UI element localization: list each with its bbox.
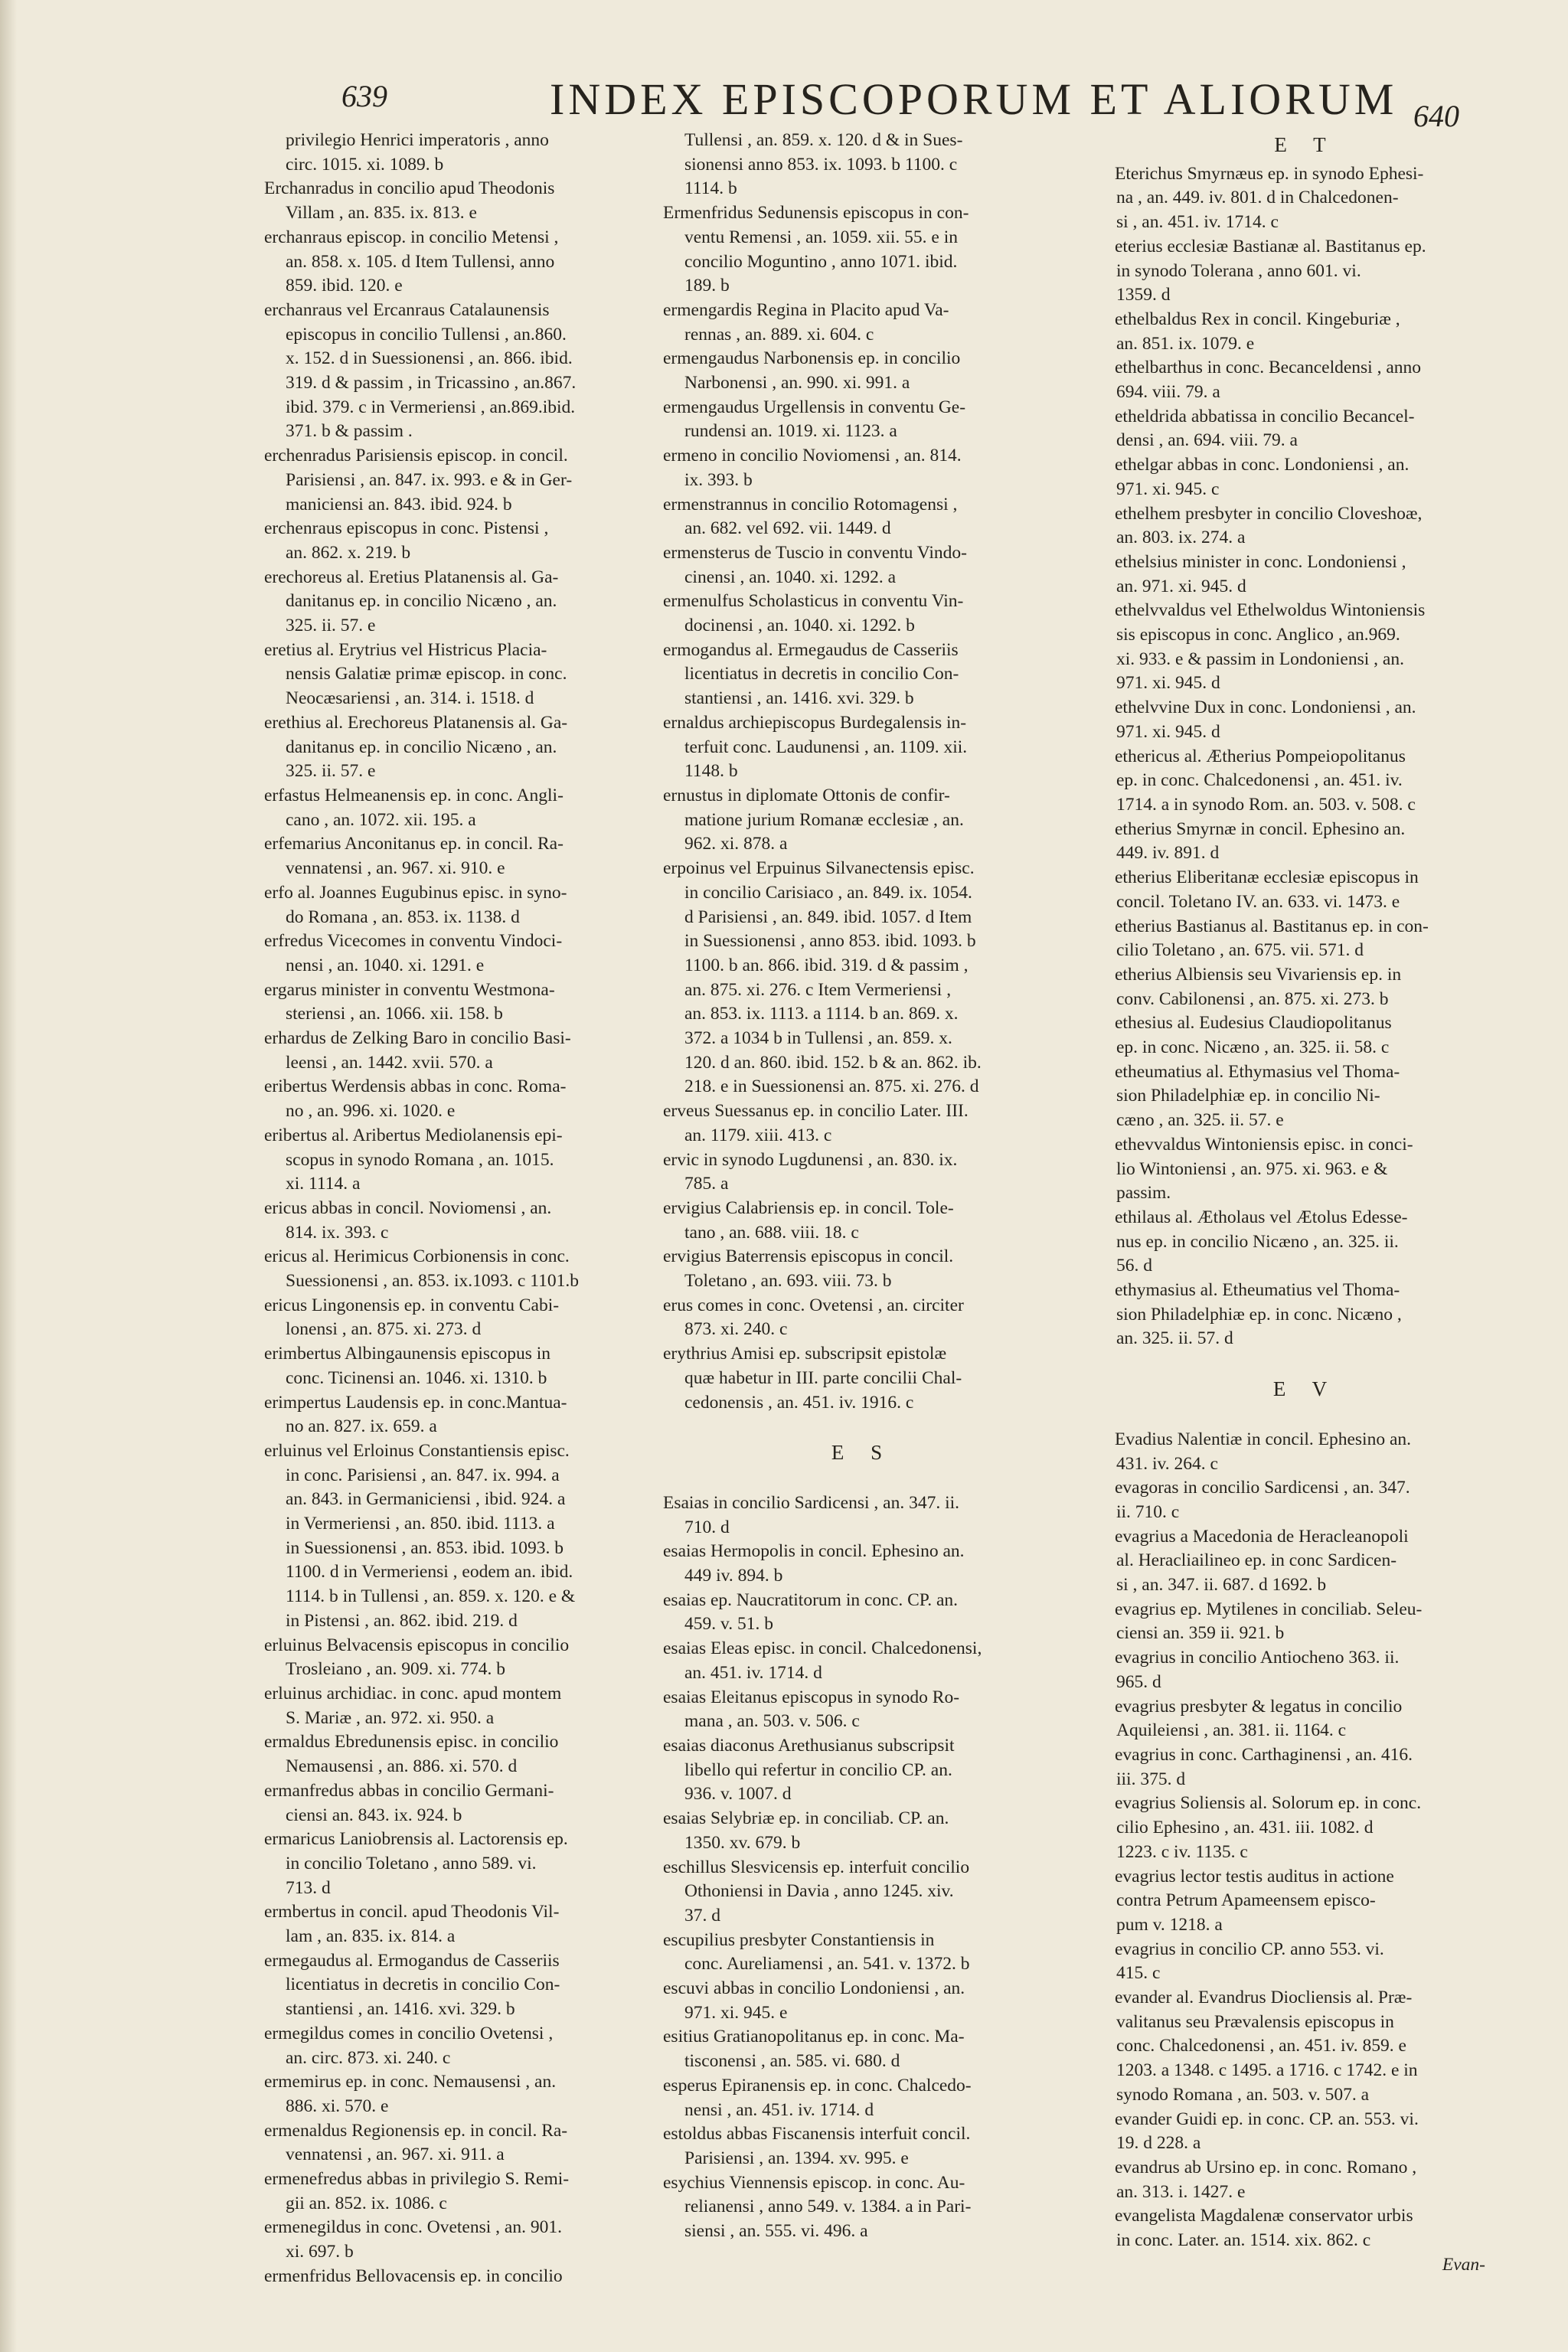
index-entry-continuation: vennatensi , an. 967. xi. 911. a xyxy=(286,2145,505,2165)
index-entry-continuation: synodo Romana , an. 503. v. 507. a xyxy=(1116,2084,1370,2105)
index-entry-start: etherius Albiensis seu Vivariensis ep. in xyxy=(1115,964,1402,985)
index-entry-start: erethius al. Erechoreus Platanensis al. Ga- xyxy=(264,712,568,733)
index-entry-start: ethericus al. Ætherius Pompeiopolitanus xyxy=(1115,746,1406,766)
index-entry-continuation: 785. a xyxy=(684,1174,729,1194)
index-entry-start: ervigius Calabriensis ep. in concil. Tole- xyxy=(663,1197,954,1218)
index-entry-continuation: cilio Toletano , an. 675. vii. 571. d xyxy=(1116,940,1364,961)
index-entry-continuation: 372. a 1034 b in Tullensi , an. 859. x. xyxy=(684,1028,952,1049)
index-entry-continuation: in concilio Toletano , anno 589. vi. xyxy=(286,1853,537,1873)
index-entry-start: ethelsius minister in conc. Londoniensi , xyxy=(1115,551,1406,572)
page-number-left: 639 xyxy=(341,79,387,113)
index-entry-continuation: Narbonensi , an. 990. xi. 991. a xyxy=(684,373,910,394)
index-entry-continuation: in Vermeriensi , an. 850. ibid. 1113. a xyxy=(286,1514,555,1534)
index-entry-continuation: episcopus in concilio Tullensi , an.860. xyxy=(286,324,567,345)
index-entry-continuation: rundensi an. 1019. xi. 1123. a xyxy=(684,421,897,442)
index-entry-start: erchenraus episcopus in conc. Pistensi , xyxy=(264,518,549,539)
index-entry-start: esaias Eleas episc. in concil. Chalcedonensi, xyxy=(663,1638,982,1659)
index-entry-continuation: an. 858. x. 105. d Item Tullensi, anno xyxy=(286,251,555,272)
index-entry-start: evagrius in concilio CP. anno 553. vi. xyxy=(1115,1939,1384,1959)
index-entry-continuation: an. 843. in Germaniciensi , ibid. 924. a xyxy=(286,1489,566,1510)
index-entry-continuation: concil. Toletano IV. an. 633. vi. 1473. e xyxy=(1116,891,1400,912)
index-entry-start: esaias ep. Naucratitorum in conc. CP. an. xyxy=(663,1589,959,1610)
index-entry-start: etheumatius al. Ethymasius vel Thoma- xyxy=(1115,1061,1400,1082)
index-entry-continuation: terfuit conc. Laudunensi , an. 1109. xii. xyxy=(684,737,968,757)
index-entry-start: eschillus Slesvicensis ep. interfuit concilio xyxy=(663,1857,970,1877)
index-entry-start: etherius Smyrnæ in concil. Ephesino an. xyxy=(1115,818,1406,839)
index-entry-continuation: d Parisiensi , an. 849. ibid. 1057. d Item xyxy=(684,906,972,927)
index-entry-continuation: 1350. xv. 679. b xyxy=(684,1832,801,1853)
index-entry-continuation: ep. in conc. Chalcedonensi , an. 451. iv. xyxy=(1116,770,1403,791)
index-entry-continuation: 325. ii. 57. e xyxy=(286,616,376,636)
index-entry-start: escuvi abbas in concilio Londoniensi , an. xyxy=(663,1978,965,1999)
index-entry-start: esperus Epiranensis ep. in conc. Chalcedo- xyxy=(663,2075,972,2096)
index-entry-continuation: 710. d xyxy=(684,1517,730,1537)
index-entry-continuation: cilio Ephesino , an. 431. iii. 1082. d xyxy=(1116,1818,1374,1838)
index-entry-continuation: tisconensi , an. 585. vi. 680. d xyxy=(684,2051,900,2072)
index-entry-continuation: stantiensi , an. 1416. xvi. 329. b xyxy=(684,688,914,709)
index-entry-continuation: licentiatus in decretis in concilio Con- xyxy=(286,1975,560,1995)
index-entry-continuation: Othoniensi in Davia , anno 1245. xiv. xyxy=(684,1881,954,1902)
index-entry-continuation: 1100. d in Vermeriensi , eodem an. ibid. xyxy=(286,1562,573,1583)
index-entry-continuation: Parisiensi , an. 1394. xv. 995. e xyxy=(684,2148,909,2168)
index-entry-start: ermanfredus abbas in concilio Germani- xyxy=(264,1780,554,1801)
index-entry-start: ermenegildus in conc. Ovetensi , an. 901. xyxy=(264,2217,562,2238)
index-entry-start: ermogandus al. Ermegaudus de Casseriis xyxy=(663,639,959,660)
index-entry-continuation: 965. d xyxy=(1116,1671,1161,1692)
index-entry-start: ermemirus ep. in conc. Nemausensi , an. xyxy=(264,2072,557,2092)
index-entry-continuation: libello qui refertur in concilio CP. an. xyxy=(684,1759,952,1780)
index-entry-continuation: al. Heracliailineo ep. in conc Sardicen- xyxy=(1116,1550,1397,1571)
index-entry-continuation: in concilio Carisiaco , an. 849. ix. 1054. xyxy=(684,882,972,903)
index-entry-continuation: Trosleiano , an. 909. xi. 774. b xyxy=(286,1659,506,1680)
index-entry-start: escupilius presbyter Constantiensis in xyxy=(663,1929,935,1950)
index-entry-start: etheldrida abbatissa in concilio Becancel- xyxy=(1115,406,1415,426)
index-entry-start: ethelvvaldus vel Ethelwoldus Wintoniensis xyxy=(1115,600,1426,621)
section-gap xyxy=(663,1470,1061,1491)
index-entry-continuation: vennatensi , an. 967. xi. 910. e xyxy=(286,858,505,879)
index-entry-continuation: pum v. 1218. a xyxy=(1116,1914,1223,1935)
index-entry-start: erchenradus Parisiensis episcop. in concil. xyxy=(264,446,568,466)
index-entry-start: ervic in synodo Lugdunensi , an. 830. ix. xyxy=(663,1149,958,1170)
section-heading: E T xyxy=(1274,133,1337,156)
index-entry-continuation: ep. in conc. Nicæno , an. 325. ii. 58. c xyxy=(1116,1037,1390,1058)
index-entry-continuation: na , an. 449. iv. 801. d in Chalcedonen- xyxy=(1116,188,1399,208)
index-entry-continuation: docinensi , an. 1040. xi. 1292. b xyxy=(684,616,915,636)
index-entry-continuation: S. Mariæ , an. 972. xi. 950. a xyxy=(286,1707,495,1728)
index-entry-continuation: leensi , an. 1442. xvii. 570. a xyxy=(286,1052,493,1073)
index-entry-continuation: 936. v. 1007. d xyxy=(684,1784,792,1805)
index-entry-start: ethelbarthus in conc. Becanceldensi , anno xyxy=(1115,358,1422,378)
section-heading: E S xyxy=(831,1441,893,1465)
index-entry-continuation: nus ep. in concilio Nicæno , an. 325. ii. xyxy=(1116,1231,1399,1252)
index-entry-continuation: sion Philadelphiæ ep. in conc. Nicæno , xyxy=(1116,1304,1402,1325)
index-entry-continuation: an. 853. ix. 1113. a 1114. b an. 869. x. xyxy=(684,1004,959,1024)
index-entry-continuation: contra Petrum Apameensem episco- xyxy=(1116,1890,1376,1911)
index-entry-continuation: xi. 933. e & passim in Londoniensi , an. xyxy=(1116,648,1404,669)
index-entry-continuation: 971. xi. 945. d xyxy=(1116,721,1220,742)
index-entry-start: esaias Hermopolis in concil. Ephesino an. xyxy=(663,1541,965,1562)
index-entry-start: erhardus de Zelking Baro in concilio Basi- xyxy=(264,1028,571,1049)
index-entry-continuation: steriensi , an. 1066. xii. 158. b xyxy=(286,1004,503,1024)
index-entry-start: ermengardis Regina in Placito apud Va- xyxy=(663,299,949,320)
index-entry-continuation: 971. xi. 945. d xyxy=(1116,673,1220,694)
index-entry-continuation: ix. 393. b xyxy=(684,469,753,490)
index-entry-continuation: Tullensi , an. 859. x. 120. d & in Sues- xyxy=(684,130,963,150)
index-entry-start: ermenstrannus in concilio Rotomagensi , xyxy=(663,494,958,514)
index-entry-start: ethelgar abbas in conc. Londoniensi , an. xyxy=(1115,455,1410,475)
index-entry-continuation: Nemausensi , an. 886. xi. 570. d xyxy=(286,1756,518,1777)
index-entry-start: erluinus archidiac. in conc. apud montem xyxy=(264,1684,562,1704)
index-entry-start: esychius Viennensis episcop. in conc. Au- xyxy=(663,2172,965,2193)
page-number-right: 640 xyxy=(1413,99,1459,133)
index-entry-start: erimpertus Laudensis ep. in conc.Mantua- xyxy=(264,1392,567,1413)
index-column-3 xyxy=(1095,129,1516,2277)
index-entry-continuation: do Romana , an. 853. ix. 1138. d xyxy=(286,906,520,927)
index-entry-start: esaias Eleitanus episcopus in synodo Ro- xyxy=(663,1687,960,1707)
index-entry-start: estoldus abbas Fiscanensis interfuit concil. xyxy=(663,2124,971,2145)
page-gutter-shadow xyxy=(0,0,17,2352)
index-entry-continuation: 886. xi. 570. e xyxy=(286,2096,389,2116)
index-entry-start: ermegaudus al. Ermogandus de Casseriis xyxy=(264,1950,560,1971)
index-entry-continuation: an. 1179. xiii. 413. c xyxy=(684,1125,832,1145)
index-entry-continuation: 1100. b an. 866. ibid. 319. d & passim , xyxy=(684,955,969,975)
index-entry-start: ethesius al. Eudesius Claudiopolitanus xyxy=(1115,1013,1392,1034)
index-entry-start: erfo al. Joannes Eugubinus episc. in syno- xyxy=(264,882,567,903)
index-entry-continuation: 120. d an. 860. ibid. 152. b & an. 862. ib. xyxy=(684,1052,982,1073)
index-entry-start: ermengaudus Narbonensis ep. in concilio xyxy=(663,348,961,369)
index-entry-continuation: 431. iv. 264. c xyxy=(1116,1453,1218,1474)
index-entry-continuation: quæ habetur in III. parte concilii Chal- xyxy=(684,1367,962,1388)
index-entry-continuation: cæno , an. 325. ii. 57. e xyxy=(1116,1110,1284,1131)
index-entry-continuation: nensi , an. 1040. xi. 1291. e xyxy=(286,955,485,975)
index-entry-continuation: lam , an. 835. ix. 814. a xyxy=(286,1926,456,1947)
index-entry-continuation: 971. xi. 945. e xyxy=(684,2002,788,2023)
index-entry-continuation: an. 313. i. 1427. e xyxy=(1116,2181,1246,2202)
index-entry-continuation: in conc. Later. an. 1514. xix. 862. c xyxy=(1116,2230,1371,2251)
index-entry-continuation: 1148. b xyxy=(684,761,738,782)
index-entry-start: esaias Selybriæ ep. in conciliab. CP. an. xyxy=(663,1808,949,1829)
index-entry-continuation: 694. viii. 79. a xyxy=(1116,382,1220,403)
index-entry-start: ermenulfus Scholasticus in conventu Vin- xyxy=(663,591,964,612)
index-entry-continuation: si , an. 451. iv. 1714. c xyxy=(1116,212,1279,233)
index-column-1 xyxy=(264,129,655,2289)
index-entry-continuation: lonensi , an. 875. xi. 273. d xyxy=(286,1319,482,1340)
index-entry-start: Erchanradus in concilio apud Theodonis xyxy=(264,178,555,199)
index-entry-start: erimbertus Albingaunensis episcopus in xyxy=(264,1344,550,1364)
index-entry-start: erfemarius Anconitanus ep. in concil. Ra- xyxy=(264,834,564,854)
index-entry-continuation: rennas , an. 889. xi. 604. c xyxy=(684,324,874,345)
index-entry-start: ermegildus comes in concilio Ovetensi , xyxy=(264,2023,554,2043)
index-entry-continuation: relianensi , anno 549. v. 1384. a in Pari- xyxy=(684,2197,972,2217)
index-entry-continuation: 713. d xyxy=(286,1877,331,1898)
index-entry-continuation: conc. Aureliamensi , an. 541. v. 1372. b xyxy=(684,1954,970,1975)
index-entry-continuation: 449. iv. 891. d xyxy=(1116,843,1220,864)
index-entry-start: erchanraus episcop. in concilio Metensi , xyxy=(264,227,559,247)
index-entry-continuation: 1203. a 1348. c 1495. a 1716. c 1742. e in xyxy=(1116,2060,1418,2081)
index-entry-start: evagoras in concilio Sardicensi , an. 347. xyxy=(1115,1478,1410,1498)
index-entry-start: ergarus minister in conventu Westmona- xyxy=(264,979,555,1000)
index-entry-continuation: scopus in synodo Romana , an. 1015. xyxy=(286,1149,554,1170)
index-entry-start: ermengaudus Urgellensis in conventu Ge- xyxy=(663,397,966,417)
index-entry-start: erveus Suessanus ep. in concilio Later. III. xyxy=(663,1101,969,1122)
index-entry-continuation: 189. b xyxy=(684,276,730,296)
index-entry-continuation: mana , an. 503. v. 506. c xyxy=(684,1711,860,1732)
index-entry-continuation: conv. Cabilonensi , an. 875. xi. 273. b xyxy=(1116,988,1389,1009)
index-entry-start: evagrius in conc. Carthaginensi , an. 416. xyxy=(1115,1745,1413,1765)
index-entry-start: evander Guidi ep. in conc. CP. an. 553. vi. xyxy=(1115,2109,1419,2129)
section-gap xyxy=(1095,1406,1516,1428)
index-entry-continuation: x. 152. d in Suessionensi , an. 866. ibid. xyxy=(286,348,573,369)
section-heading: E V xyxy=(1272,1377,1338,1401)
index-entry-continuation: passim. xyxy=(1116,1183,1171,1204)
index-entry-start: erythrius Amisi ep. subscripsit epistolæ xyxy=(663,1344,947,1364)
index-entry-continuation: danitanus ep. in concilio Nicæno , an. xyxy=(286,737,557,757)
index-entry-start: ethilaus al. Ætholaus vel Ætolus Edesse- xyxy=(1115,1207,1408,1227)
index-entry-continuation: in Pistensi , an. 862. ibid. 219. d xyxy=(286,1610,518,1631)
index-entry-continuation: danitanus ep. in concilio Nicæno , an. xyxy=(286,591,557,612)
index-entry-start: ericus al. Herimicus Corbionensis in conc. xyxy=(264,1246,570,1267)
index-entry-continuation: Neocæsariensi , an. 314. i. 1518. d xyxy=(286,688,534,709)
index-entry-continuation: 56. d xyxy=(1116,1256,1152,1276)
index-entry-start: ermensterus de Tuscio in conventu Vindo- xyxy=(663,542,967,563)
index-entry-continuation: an. 971. xi. 945. d xyxy=(1116,576,1246,596)
index-entry-start: ethelhem presbyter in concilio Cloveshoæ, xyxy=(1115,503,1423,524)
index-entry-start: ericus abbas in concil. Noviomensi , an. xyxy=(264,1197,552,1218)
index-entry-continuation: 814. ix. 393. c xyxy=(286,1222,389,1243)
index-entry-start: esaias diaconus Arethusianus subscripsit xyxy=(663,1736,955,1756)
index-entry-start: evangelista Magdalenæ conservator urbis xyxy=(1115,2206,1413,2226)
index-entry-continuation: 1114. b in Tullensi , an. 859. x. 120. e & xyxy=(286,1586,576,1607)
index-entry-continuation: gii an. 852. ix. 1086. c xyxy=(286,2193,447,2213)
index-entry-continuation: in synodo Tolerana , anno 601. vi. xyxy=(1116,260,1361,281)
index-entry-continuation: 319. d & passim , in Tricassino , an.867. xyxy=(286,373,577,394)
index-entry-continuation: conc. Ticinensi an. 1046. xi. 1310. b xyxy=(286,1367,547,1388)
index-entry-continuation: Suessionensi , an. 853. ix.1093. c 1101.b xyxy=(286,1271,579,1292)
index-entry-continuation: sionensi anno 853. ix. 1093. b 1100. c xyxy=(684,154,958,175)
index-entry-continuation: in Suessionensi , anno 853. ibid. 1093. b xyxy=(684,931,976,952)
index-entry-start: ethelvvine Dux in conc. Londoniensi , an. xyxy=(1115,697,1416,718)
index-entry-continuation: concilio Moguntino , anno 1071. ibid. xyxy=(684,251,958,272)
index-entry-start: erluinus vel Erloinus Constantiensis episc. xyxy=(264,1440,570,1461)
index-entry-continuation: 371. b & passim . xyxy=(286,421,413,442)
index-entry-continuation: licentiatus in decretis in concilio Con- xyxy=(684,664,959,684)
index-entry-continuation: an. 862. x. 219. b xyxy=(286,542,411,563)
index-entry-start: ervigius Baterrensis episcopus in concil. xyxy=(663,1246,954,1267)
index-entry-start: erus comes in conc. Ovetensi , an. circiter xyxy=(663,1295,964,1315)
index-entry-continuation: an. 875. xi. 276. c Item Vermeriensi , xyxy=(684,979,952,1000)
index-entry-continuation: circ. 1015. xi. 1089. b xyxy=(286,154,444,175)
index-entry-continuation: in Suessionensi , an. 853. ibid. 1093. b xyxy=(286,1537,564,1558)
catchword: Evan- xyxy=(1442,2254,1485,2275)
index-entry-continuation: 1114. b xyxy=(684,178,737,199)
index-entry-start: Eterichus Smyrnæus ep. in synodo Ephesi- xyxy=(1115,163,1424,184)
index-entry-continuation: privilegio Henrici imperatoris , anno xyxy=(286,130,549,150)
index-entry-continuation: no an. 827. ix. 659. a xyxy=(286,1416,437,1437)
index-entry-continuation: ibid. 379. c in Vermeriensi , an.869.ibid. xyxy=(286,397,576,417)
index-entry-continuation: no , an. 996. xi. 1020. e xyxy=(286,1101,456,1122)
index-entry-continuation: iii. 375. d xyxy=(1116,1769,1186,1789)
index-entry-continuation: 859. ibid. 120. e xyxy=(286,276,403,296)
index-entry-continuation: 1359. d xyxy=(1116,285,1171,305)
index-entry-continuation: 971. xi. 945. c xyxy=(1116,479,1220,499)
index-entry-continuation: siensi , an. 555. vi. 496. a xyxy=(684,2221,868,2242)
index-entry-continuation: nensis Galatiæ primæ episcop. in conc. xyxy=(286,664,567,684)
index-entry-continuation: Parisiensi , an. 847. ix. 993. e & in Ger- xyxy=(286,469,573,490)
index-entry-start: etherius Eliberitanæ ecclesiæ episcopus in xyxy=(1115,867,1419,888)
index-entry-start: evagrius presbyter & legatus in concilio xyxy=(1115,1696,1403,1717)
index-entry-continuation: conc. Chalcedonensi , an. 451. iv. 859. e xyxy=(1116,2036,1406,2056)
index-entry-continuation: xi. 697. b xyxy=(286,2242,354,2262)
index-entry-continuation: 1223. c iv. 1135. c xyxy=(1116,1841,1248,1862)
index-entry-continuation: an. 803. ix. 274. a xyxy=(1116,528,1246,548)
index-entry-continuation: sis episcopus in conc. Anglico , an.969. xyxy=(1116,625,1400,645)
index-entry-continuation: cedonensis , an. 451. iv. 1916. c xyxy=(684,1392,914,1413)
index-entry-continuation: nensi , an. 451. iv. 1714. d xyxy=(684,2099,874,2120)
index-entry-continuation: an. circ. 873. xi. 240. c xyxy=(286,2047,451,2068)
index-entry-start: eretius al. Erytrius vel Histricus Placia- xyxy=(264,639,547,660)
index-entry-start: eribertus al. Aribertus Mediolanensis epi- xyxy=(264,1125,563,1145)
index-entry-continuation: 459. v. 51. b xyxy=(684,1614,773,1635)
index-entry-start: evagrius a Macedonia de Heracleanopoli xyxy=(1115,1526,1409,1547)
index-entry-continuation: matione jurium Romanæ ecclesiæ , an. xyxy=(684,809,964,830)
index-entry-start: evandrus ab Ursino ep. in conc. Romano , xyxy=(1115,2157,1417,2177)
index-entry-start: erechoreus al. Eretius Platanensis al. Ga- xyxy=(264,567,559,587)
index-entry-continuation: maniciensi an. 843. ibid. 924. b xyxy=(286,494,512,514)
index-entry-continuation: Villam , an. 835. ix. 813. e xyxy=(286,203,477,224)
index-entry-continuation: an. 682. vel 692. vii. 1449. d xyxy=(684,518,891,539)
index-entry-continuation: densi , an. 694. viii. 79. a xyxy=(1116,430,1298,451)
index-entry-start: evander al. Evandrus Diocliensis al. Præ- xyxy=(1115,1988,1413,2008)
index-entry-continuation: 19. d 228. a xyxy=(1116,2133,1201,2154)
index-entry-continuation: an. 851. ix. 1079. e xyxy=(1116,333,1255,354)
index-entry-continuation: 415. c xyxy=(1116,1963,1161,1984)
index-entry-start: ethevvaldus Wintoniensis episc. in conci- xyxy=(1115,1134,1413,1155)
index-entry-continuation: si , an. 347. ii. 687. d 1692. b xyxy=(1116,1575,1327,1596)
index-entry-continuation: 1714. a in synodo Rom. an. 503. v. 508. c xyxy=(1116,794,1416,815)
section-gap xyxy=(1095,1351,1516,1373)
index-entry-start: erchanraus vel Ercanraus Catalaunensis xyxy=(264,299,550,320)
index-entry-start: Esaias in concilio Sardicensi , an. 347. ii. xyxy=(663,1492,960,1513)
index-entry-continuation: an. 451. iv. 1714. d xyxy=(684,1662,822,1683)
index-entry-start: erfastus Helmeanensis ep. in conc. Angli- xyxy=(264,785,564,805)
index-entry-continuation: 218. e in Suessionensi an. 875. xi. 276. d xyxy=(684,1076,979,1097)
index-entry-continuation: ciensi an. 843. ix. 924. b xyxy=(286,1805,462,1825)
index-entry-continuation: xi. 1114. a xyxy=(286,1174,361,1194)
index-entry-continuation: lio Wintoniensi , an. 975. xi. 963. e & xyxy=(1116,1158,1388,1179)
index-entry-start: evagrius lector testis auditus in actione xyxy=(1115,1866,1394,1886)
index-entry-start: eribertus Werdensis abbas in conc. Roma- xyxy=(264,1076,567,1097)
index-entry-start: ermaricus Laniobrensis al. Lactorensis ep. xyxy=(264,1829,568,1850)
index-entry-start: ermaldus Ebredunensis episc. in concilio xyxy=(264,1732,559,1753)
index-entry-continuation: tano , an. 688. viii. 18. c xyxy=(684,1222,859,1243)
index-entry-start: evagrius in concilio Antiocheno 363. ii. xyxy=(1115,1648,1400,1668)
index-entry-start: Evadius Nalentiæ in concil. Ephesino an. xyxy=(1115,1429,1412,1449)
index-entry-start: etherius Bastianus al. Bastitanus ep. in con- xyxy=(1115,916,1429,936)
index-entry-start: ethelbaldus Rex in concil. Kingeburiæ , xyxy=(1115,309,1400,329)
index-entry-continuation: ii. 710. c xyxy=(1116,1501,1180,1522)
index-entry-start: evagrius Soliensis al. Solorum ep. in conc. xyxy=(1115,1793,1422,1814)
index-entry-continuation: valitanus seu Prævalensis episcopus in xyxy=(1116,2011,1394,2032)
index-entry-start: esitius Gratianopolitanus ep. in conc. Ma- xyxy=(663,2027,965,2047)
index-entry-continuation: ciensi an. 359 ii. 921. b xyxy=(1116,1623,1285,1644)
index-entry-continuation: Aquileiensi , an. 381. ii. 1164. c xyxy=(1116,1720,1347,1741)
index-entry-continuation: cano , an. 1072. xii. 195. a xyxy=(286,809,476,830)
index-entry-start: ermenaldus Regionensis ep. in concil. Ra- xyxy=(264,2120,568,2141)
index-entry-continuation: ventu Remensi , an. 1059. xii. 55. e in xyxy=(684,227,959,247)
index-entry-continuation: cinensi , an. 1040. xi. 1292. a xyxy=(684,567,897,587)
index-entry-start: ethymasius al. Etheumatius vel Thoma- xyxy=(1115,1280,1400,1301)
index-entry-start: ericus Lingonensis ep. in conventu Cabi- xyxy=(264,1295,560,1315)
index-entry-continuation: in conc. Parisiensi , an. 847. ix. 994. a xyxy=(286,1465,560,1485)
index-entry-start: erpoinus vel Erpuinus Silvanectensis episc. xyxy=(663,858,975,879)
index-entry-start: ermeno in concilio Noviomensi , an. 814. xyxy=(663,446,962,466)
index-entry-continuation: 325. ii. 57. e xyxy=(286,761,376,782)
index-entry-start: erfredus Vicecomes in conventu Vindoci- xyxy=(264,931,563,952)
index-entry-start: eterius ecclesiæ Bastianæ al. Bastitanus ep. xyxy=(1115,236,1426,256)
index-entry-continuation: 873. xi. 240. c xyxy=(684,1319,788,1340)
index-entry-continuation: an. 325. ii. 57. d xyxy=(1116,1328,1233,1349)
index-entry-start: ermenefredus abbas in privilegio S. Remi- xyxy=(264,2169,570,2190)
index-entry-continuation: 962. xi. 878. a xyxy=(684,834,788,854)
index-entry-start: ernaldus archiepiscopus Burdegalensis in- xyxy=(663,712,967,733)
index-entry-start: evagrius ep. Mytilenes in conciliab. Seleu- xyxy=(1115,1599,1423,1619)
index-entry-continuation: 37. d xyxy=(684,1905,720,1926)
index-entry-start: erluinus Belvacensis episcopus in concilio xyxy=(264,1635,570,1655)
section-gap xyxy=(663,1415,1061,1436)
index-entry-start: ernustus in diplomate Ottonis de confir- xyxy=(663,785,950,805)
running-head: INDEX EPISCOPORUM ET ALIORUM xyxy=(550,74,1398,124)
index-entry-continuation: Toletano , an. 693. viii. 73. b xyxy=(684,1271,892,1292)
index-entry-start: Ermenfridus Sedunensis episcopus in con- xyxy=(663,203,969,224)
index-entry-continuation: 449 iv. 894. b xyxy=(684,1566,783,1586)
index-entry-continuation: stantiensi , an. 1416. xvi. 329. b xyxy=(286,1999,515,2020)
index-entry-start: ermbertus in concil. apud Theodonis Vil- xyxy=(264,1902,560,1922)
index-entry-start: ermenfridus Bellovacensis ep. in concilio xyxy=(264,2265,563,2286)
index-entry-continuation: sion Philadelphiæ ep. in concilio Ni- xyxy=(1116,1086,1380,1106)
index-column-2 xyxy=(663,129,1061,2244)
